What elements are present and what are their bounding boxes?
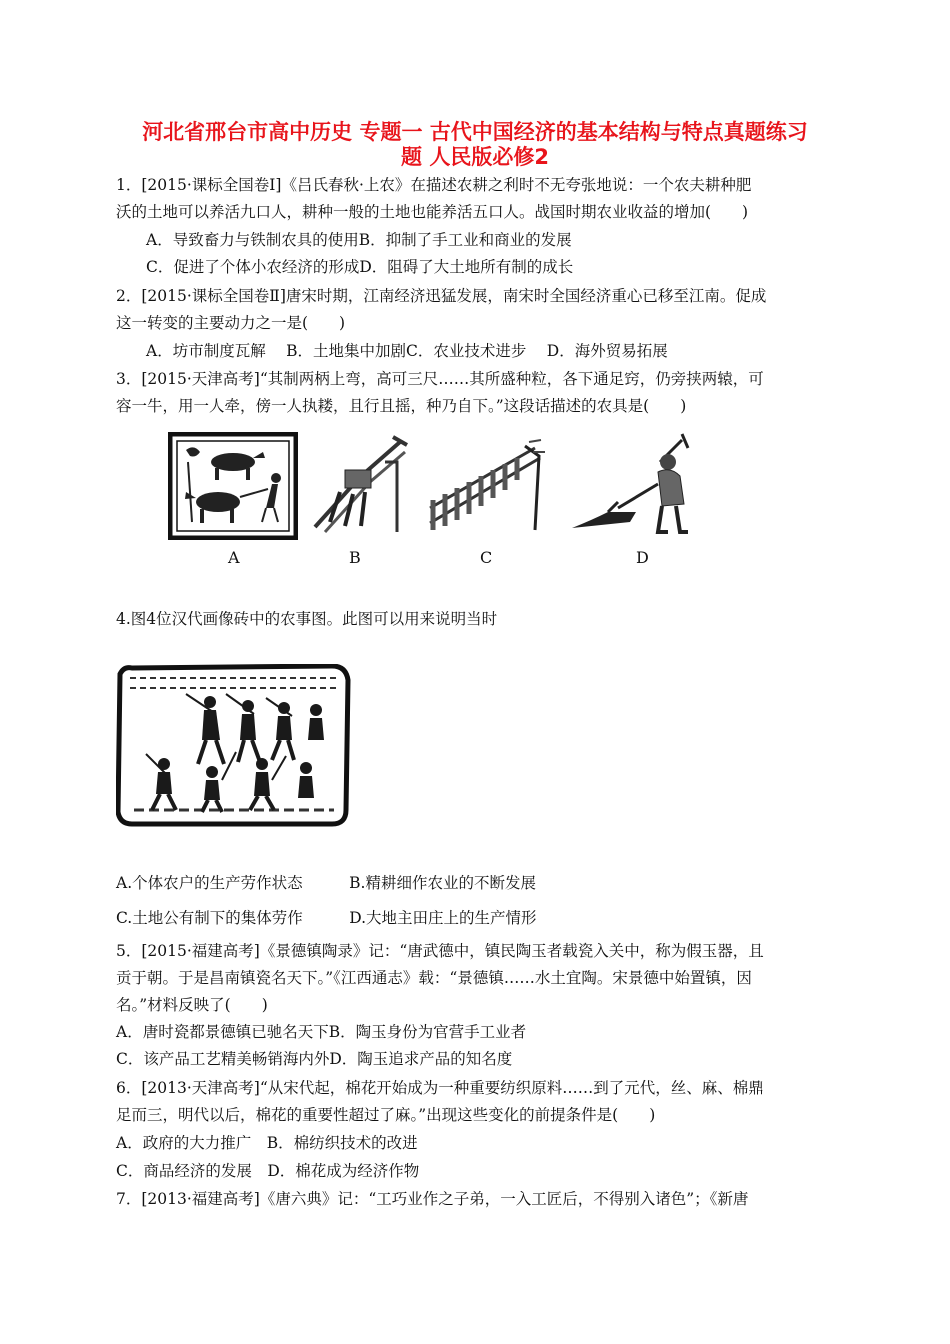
q5-options-ab: A．唐时瓷都景德镇已驰名天下B．陶玉身份为官营手工业者 (116, 1023, 527, 1041)
q5-options-cd: C．该产品工艺精美畅销海内外D．陶玉追求产品的知名度 (116, 1050, 513, 1068)
figure-b-seed-drill-image (305, 432, 410, 544)
q7-line-1: 7．[2013·福建高考]《唐六典》记：“工巧业作之子弟，一入工匠后，不得别入诸色”；《新唐 (116, 1190, 749, 1208)
q4-options-cd: C.土地公有制下的集体劳作 D.大地主田庄上的生产情形 (116, 909, 537, 927)
q1-line-1: 1．[2015·课标全国卷Ⅰ]《吕氏春秋·上农》在描述农耕之利时不无夸张地说：一个农夫耕种肥 (116, 176, 752, 194)
q3-line-1: 3．[2015·天津高考]“其制两柄上弯，高可三尺……其所盛种粒，各下通足窍，仍旁挟两辕，可 (116, 370, 764, 388)
q1-options-cd: C．促进了个体小农经济的形成D．阻碍了大土地所有制的成长 (146, 258, 574, 276)
q2-options: A．坊市制度瓦解 B．土地集中加剧C．农业技术进步 D．海外贸易拓展 (146, 342, 668, 360)
figure-d-label: D (636, 548, 649, 567)
figure-c-label: C (480, 548, 493, 567)
q6-line-1: 6．[2013·天津高考]“从宋代起，棉花开始成为一种重要纺织原料……到了元代，丝、麻、棉鼎 (116, 1079, 764, 1097)
figure-a-ox-plough-image (168, 432, 298, 540)
q6-line-2: 足而三，明代以后，棉花的重要性超过了麻。”出现这些变化的前提条件是( ) (116, 1106, 656, 1124)
figure-b-label: B (349, 548, 361, 567)
figure-4-han-brick-relief-image (116, 664, 352, 828)
q2-line-2: 这一转变的主要动力之一是( ) (116, 314, 346, 332)
q2-line-1: 2．[2015·课标全国卷Ⅱ]唐宋时期，江南经济迅猛发展，南宋时全国经济重心已移至江南。促成 (116, 287, 767, 305)
q5-line-2: 贡于朝。于是昌南镇瓷名天下。”《江西通志》载：“景德镇……水土宜陶。宋景德中始置镇，因 (116, 969, 752, 987)
q5-line-1: 5．[2015·福建高考]《景德镇陶录》记：“唐武德中，镇民陶玉者载瓷入关中，称为假玉器，且 (116, 942, 764, 960)
q1-line-2: 沃的土地可以养活九口人，耕种一般的土地也能养活五口人。战国时期农业收益的增加( ) (116, 203, 749, 221)
q6-options-cd: C．商品经济的发展 D．棉花成为经济作物 (116, 1162, 420, 1180)
q1-options-ab: A．导致畜力与铁制农具的使用B．抑制了手工业和商业的发展 (146, 231, 572, 249)
figure-d-farmer-plough-image (562, 432, 697, 542)
q5-line-3: 名。”材料反映了( ) (116, 996, 268, 1014)
figure-c-water-wheel-image (425, 438, 550, 536)
title-line-1: 河北省邢台市高中历史 专题一 古代中国经济的基本结构与特点真题练习 (142, 120, 808, 144)
q4-line-1: 4.图4位汉代画像砖中的农事图。此图可以用来说明当时 (116, 610, 498, 628)
q4-options-ab: A.个体农户的生产劳作状态 B.精耕细作农业的不断发展 (116, 874, 536, 892)
q6-options-ab: A．政府的大力推广 B．棉纺织技术的改进 (116, 1134, 418, 1152)
q3-line-2: 容一牛，用一人牵，傍一人执耧，且行且摇，种乃自下。”这段话描述的农具是( ) (116, 397, 687, 415)
page-title (110, 120, 840, 170)
figure-a-label: A (228, 548, 240, 567)
title-line-2: 题 人民版必修2 (401, 145, 549, 169)
